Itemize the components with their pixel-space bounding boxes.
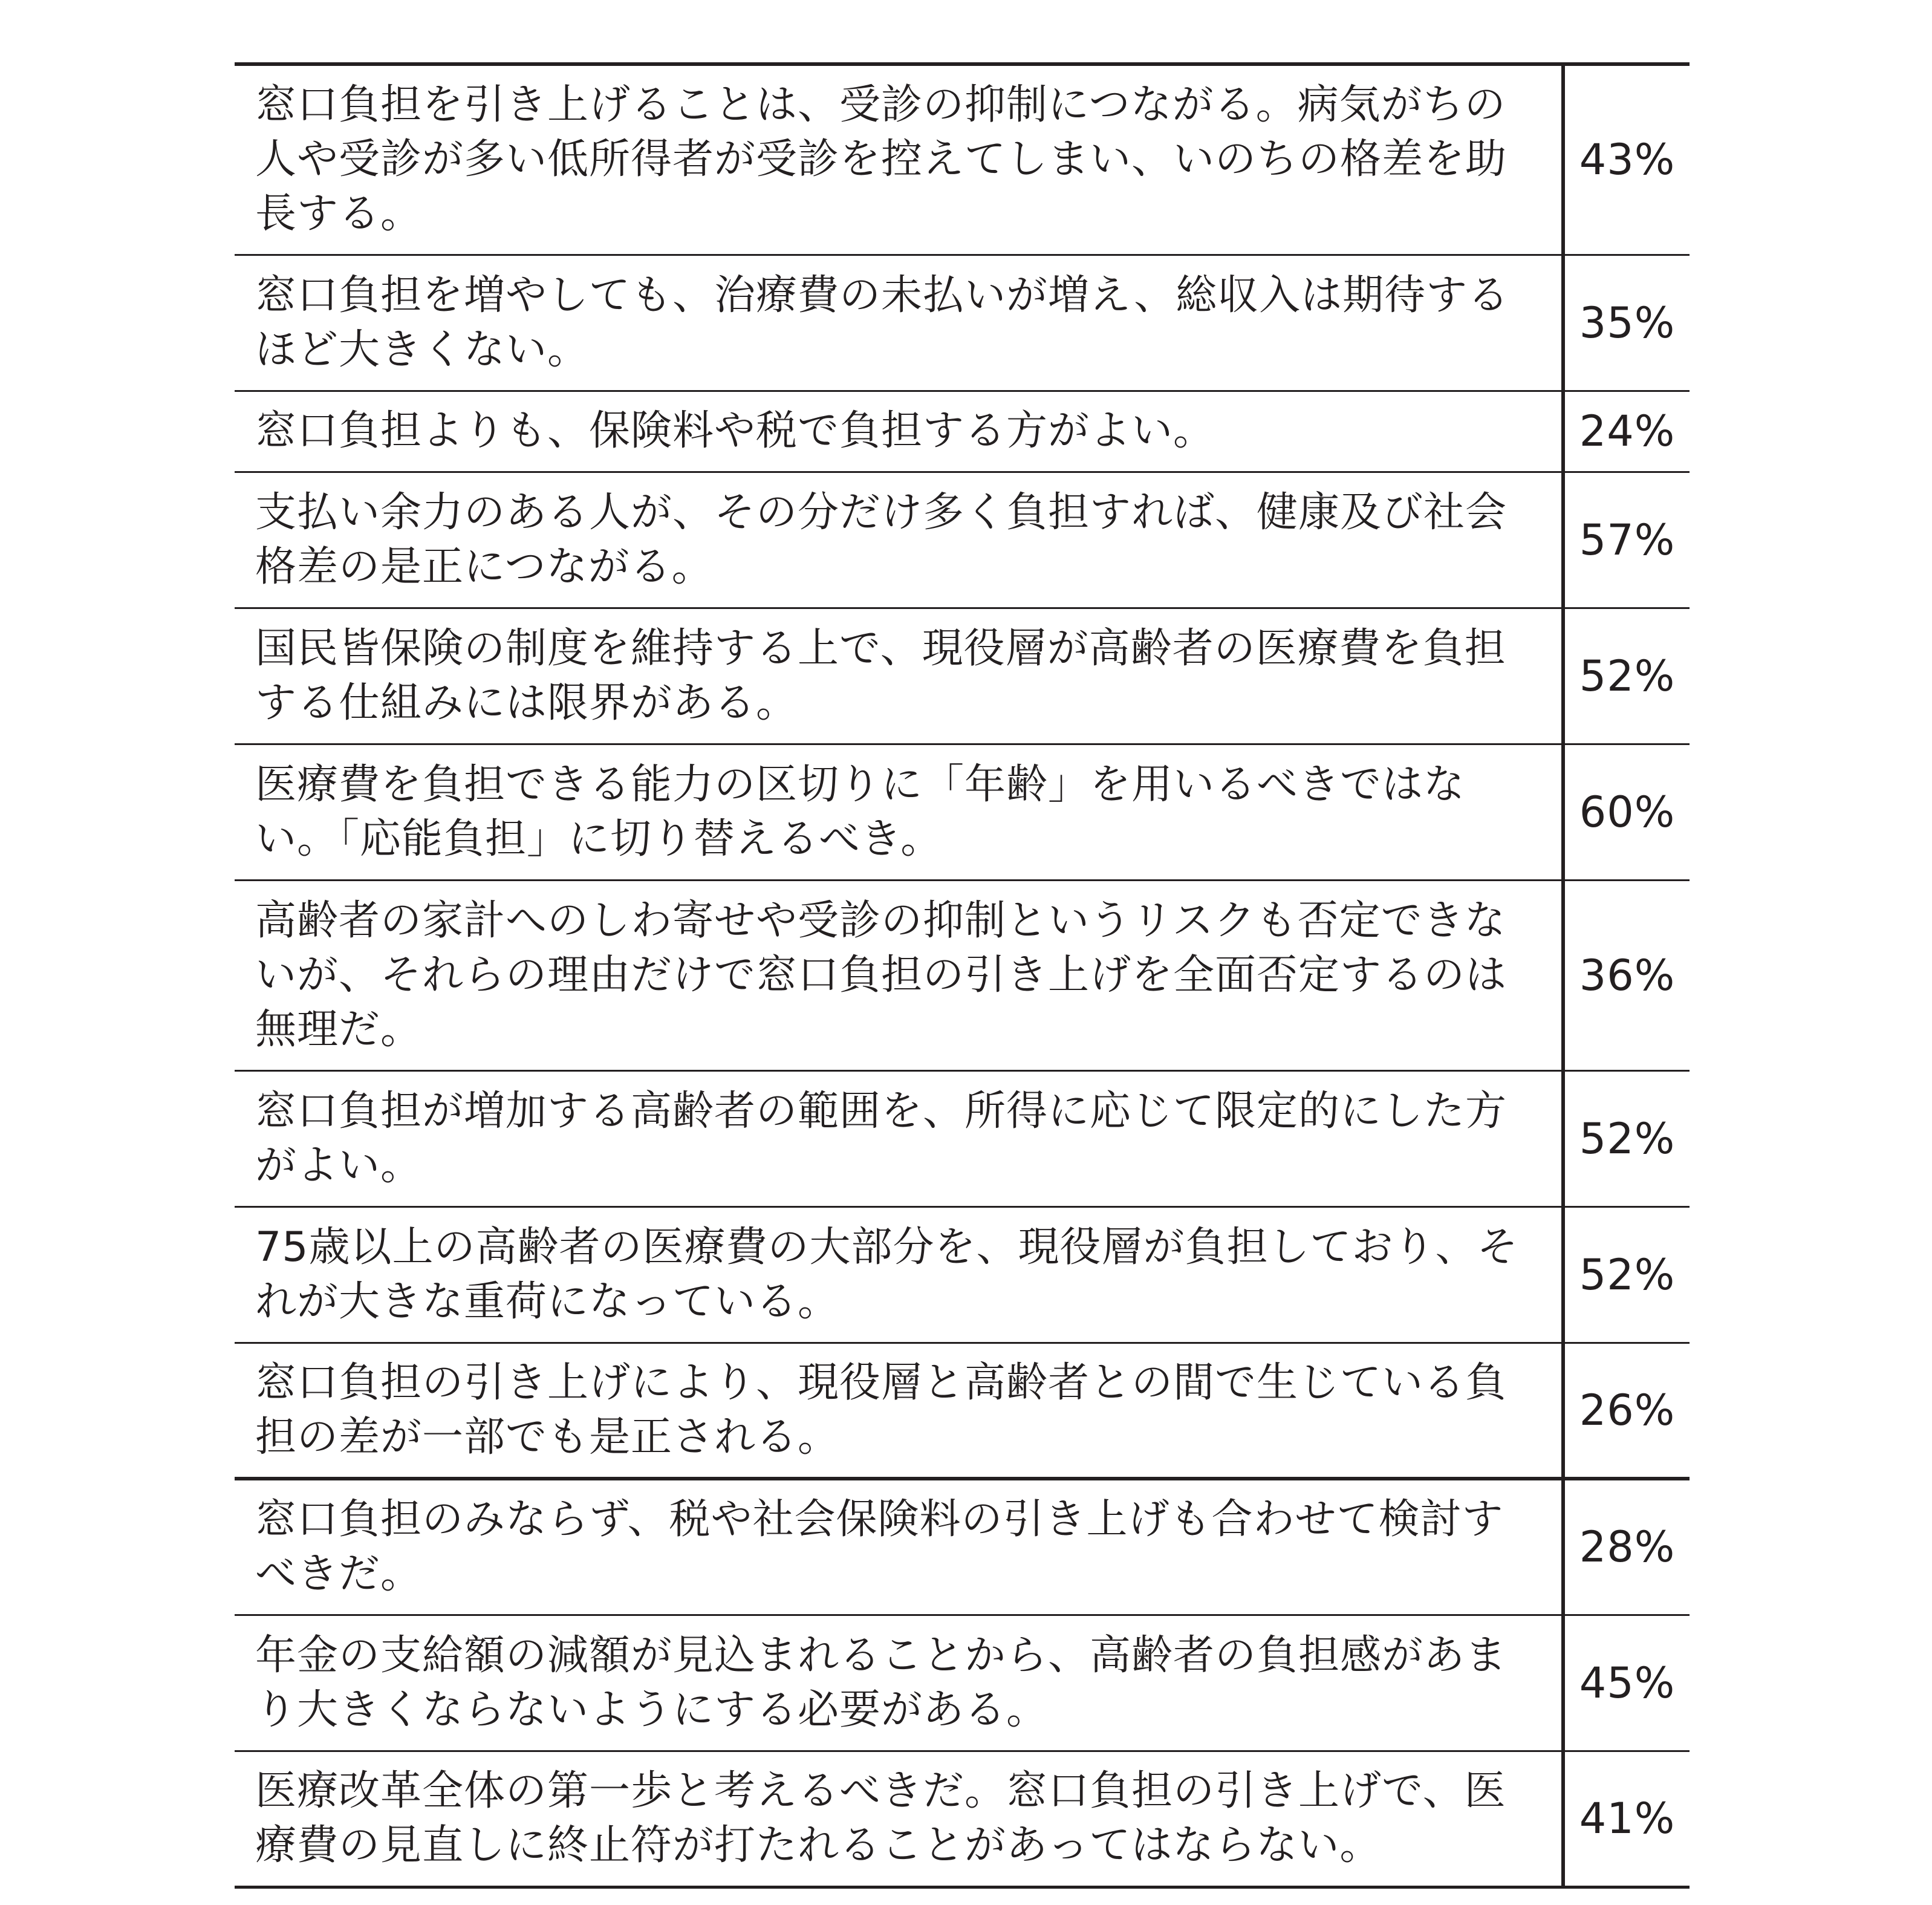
table-row bbox=[235, 1343, 1690, 1479]
statement-cell: 医療費を負担できる能力の区切りに「年齢」を用いるべきではない。「応能負担」に切り替えるべき。 bbox=[235, 744, 1563, 880]
table-row bbox=[235, 1615, 1690, 1751]
percent-cell: 28% bbox=[1579, 1522, 1676, 1572]
table-row bbox=[235, 608, 1690, 744]
percent-cell: 52% bbox=[1579, 651, 1676, 701]
table-row bbox=[235, 880, 1690, 1070]
table-row bbox=[235, 1206, 1690, 1343]
statement-cell: 高齢者の家計へのしわ寄せや受診の抑制というリスクも否定できないが、それらの理由だけで窓口負担の引き上げを全面否定するのは無理だ。 bbox=[235, 880, 1563, 1070]
table-row bbox=[235, 1070, 1690, 1206]
statement-cell: 医療改革全体の第一歩と考えるべきだ。窓口負担の引き上げで、医療費の見直しに終止符が打たれることがあってはならない。 bbox=[235, 1751, 1563, 1887]
table-row bbox=[235, 255, 1690, 391]
statement-cell: 窓口負担よりも、保険料や税で負担する方がよい。 bbox=[235, 391, 1563, 472]
statement-cell: 支払い余力のある人が、その分だけ多く負担すれば、健康及び社会格差の是正につながる。 bbox=[235, 472, 1563, 608]
survey-results-table bbox=[235, 62, 1690, 1889]
statement-cell: 国民皆保険の制度を維持する上で、現役層が高齢者の医療費を負担する仕組みには限界がある。 bbox=[235, 608, 1563, 744]
statement-cell: 75歳以上の高齢者の医療費の大部分を、現役層が負担しており、それが大きな重荷になっている。 bbox=[235, 1206, 1563, 1343]
percent-cell: 52% bbox=[1579, 1249, 1676, 1300]
percent-cell: 24% bbox=[1579, 406, 1676, 456]
table-row bbox=[235, 744, 1690, 880]
table-row bbox=[235, 472, 1690, 608]
percent-cell: 60% bbox=[1579, 787, 1676, 837]
table-row bbox=[235, 1479, 1690, 1615]
table-row bbox=[235, 1751, 1690, 1887]
table-row bbox=[235, 391, 1690, 472]
percent-cell: 35% bbox=[1579, 298, 1676, 348]
percent-cell: 26% bbox=[1579, 1385, 1676, 1435]
percent-cell: 52% bbox=[1579, 1113, 1676, 1164]
statement-cell: 年金の支給額の減額が見込まれることから、高齢者の負担感があまり大きくならないようにする必要がある。 bbox=[235, 1615, 1563, 1751]
statement-cell: 窓口負担が増加する高齢者の範囲を、所得に応じて限定的にした方がよい。 bbox=[235, 1070, 1563, 1206]
percent-cell: 43% bbox=[1579, 135, 1676, 185]
statement-cell: 窓口負担を引き上げることは、受診の抑制につながる。病気がちの人や受診が多い低所得者が受診を控えてしまい、いのちの格差を助長する。 bbox=[235, 64, 1563, 255]
statement-cell: 窓口負担のみならず、税や社会保険料の引き上げも合わせて検討すべきだ。 bbox=[235, 1479, 1563, 1615]
table-row bbox=[235, 64, 1690, 255]
statement-cell: 窓口負担の引き上げにより、現役層と高齢者との間で生じている負担の差が一部でも是正される。 bbox=[235, 1343, 1563, 1479]
statement-cell: 窓口負担を増やしても、治療費の未払いが増え、総収入は期待するほど大きくない。 bbox=[235, 255, 1563, 391]
percent-cell: 36% bbox=[1579, 950, 1676, 1000]
percent-cell: 41% bbox=[1579, 1794, 1676, 1843]
percent-cell: 57% bbox=[1579, 515, 1676, 565]
percent-cell: 45% bbox=[1579, 1658, 1676, 1708]
